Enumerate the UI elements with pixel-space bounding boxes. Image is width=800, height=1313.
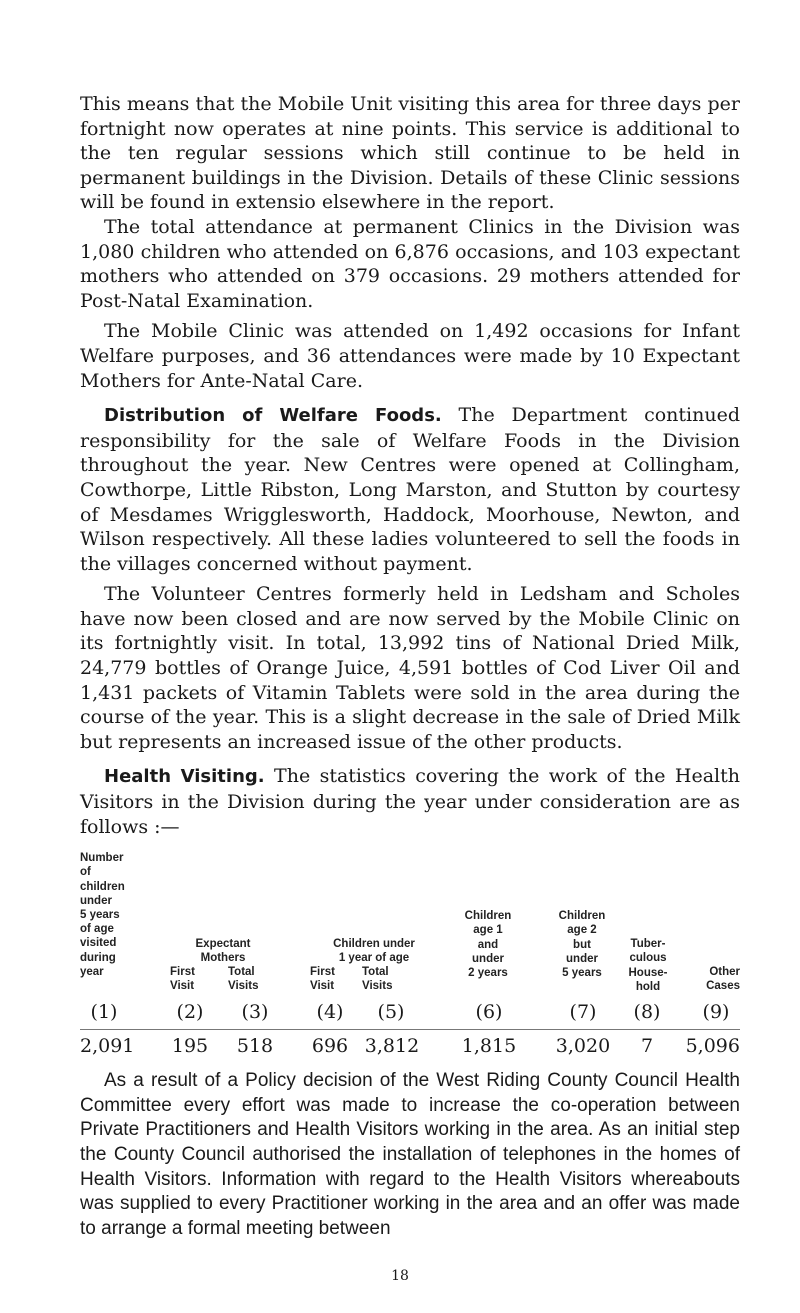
paragraph-welfare-foods — [80, 403, 740, 576]
col2-header: First Visit — [170, 966, 195, 993]
col-number-3: (3) — [241, 1001, 269, 1024]
expectant-mothers-header: Expectant Mothers — [195, 938, 251, 965]
value-other-cases: 5,096 — [685, 1035, 740, 1058]
col-number-4: (4) — [316, 1001, 344, 1024]
table-rule — [80, 1029, 740, 1030]
health-visiting-stats-table — [80, 845, 740, 1239]
col-number-7: (7) — [569, 1001, 597, 1024]
paragraph-welfare-foods-text: The Department continued responsibility for the sale of Welfare Foods in the Division throughout the year. New Centres were opened at Collingham, Cowthorpe, Little Ribston, Long Marston, and Stutton by courtesy of Mesdames Wrigglesworth, Haddock, Moorhouse, Newton, and Wilson respectively. All these ladies volunteered to sell the foods in the villages concerned without payment. — [80, 404, 740, 575]
col5-header: Total Visits — [362, 966, 393, 993]
paragraph-total-attendance: The total attendance at permanent Clinics in the Division was 1,080 children who attended on 6,876 occasions, and 103 expectant mothers who attended on 379 occasions. 29 mothers attended for Post-Natal Examination. — [80, 215, 740, 312]
heading-welfare-foods: Distribution of Welfare Foods. — [104, 405, 442, 427]
value-expectant-total: 518 — [236, 1035, 274, 1058]
col7-header: Children age 2 but under 5 years — [558, 910, 606, 980]
paragraph-mobile-clinic: The Mobile Clinic was attended on 1,492 occasions for Infant Welfare purposes, and 36 attendances were made by 10 Expectant Mothers for Ante-Natal Care. — [80, 320, 740, 392]
paragraph-volunteer-centres: The Volunteer Centres formerly held in Ledsham and Scholes have now been closed and are now served by the Mobile Clinic on its fortnightly visit. In total, 13,992 tins of National Dried Milk, 24,779 bottles of Orange Juice, 4,591 bottles of Cod Liver Oil and 1,431 packets of Vitamin Tablets were sold in the area during the course of the year. This is a slight decrease in the sale of Dried Milk but represents an increased issue of the other products. — [80, 583, 740, 753]
value-children-visited: 2,091 — [80, 1035, 135, 1058]
col-number-1: (1) — [90, 1001, 118, 1024]
col-number-8: (8) — [633, 1001, 661, 1024]
paragraph-policy-decision: As a result of a Policy decision of the West Riding County Council Health Committee every effort was made to increase the co-operation between Private Practitioners and Health Visitors working in the area. As an initial step the County Council authorised the installation of telephones in the homes of Health Visitors. Information with regard to the Health Visitors whereabouts was supplied to every Practitioner working in the area and an offer was made to arrange a formal meeting between — [80, 1070, 740, 1239]
paragraph-health-visiting-text: The statistics covering the work of the Health Visitors in the Division during the year under consideration are as follows :— — [80, 765, 740, 838]
col4-header: First Visit — [310, 966, 335, 993]
value-under1-total: 3,812 — [364, 1035, 420, 1058]
value-expectant-first: 195 — [171, 1035, 209, 1058]
value-under1-first: 696 — [311, 1035, 349, 1058]
document-page — [80, 92, 740, 1239]
col-number-9: (9) — [702, 1001, 730, 1024]
col6-header: Children age 1 and under 2 years — [464, 910, 512, 980]
col-number-5: (5) — [377, 1001, 405, 1024]
col9-header: Other Cases — [706, 966, 740, 993]
heading-health-visiting: Health Visiting. — [104, 766, 265, 788]
col8-header: Tuber- culous House- hold — [628, 938, 668, 993]
col-number-2: (2) — [176, 1001, 204, 1024]
paragraph-health-visiting — [80, 764, 740, 839]
value-age1-2: 1,815 — [461, 1035, 517, 1058]
col3-header: Total Visits — [228, 966, 259, 993]
value-tuberculous: 7 — [640, 1035, 654, 1058]
paragraph-mobile-unit: This means that the Mobile Unit visiting this area for three days per fortnight now operates at nine points. This service is additional to the ten regular sessions which still continue to be held in permanent buildings in the Division. Details of these Clinic sessions will be found in extensio elsewhere in the report. — [80, 93, 740, 214]
page-number: 18 — [391, 1268, 409, 1284]
children-under-1-header: Children under 1 year of age — [333, 938, 415, 965]
col-number-6: (6) — [475, 1001, 503, 1024]
col1-header: Number of children under 5 years of age visited during year — [80, 852, 125, 978]
value-age2-5: 3,020 — [555, 1035, 611, 1058]
